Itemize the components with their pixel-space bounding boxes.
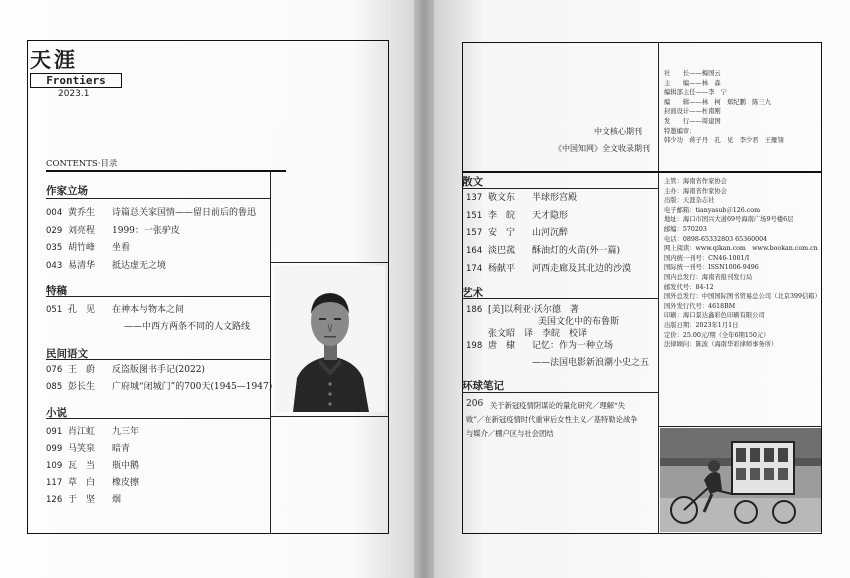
toc-entry[interactable]: 091 肖江虹 九三年 <box>46 427 140 437</box>
contents-rule <box>46 170 286 172</box>
portrait-illustration <box>275 266 385 412</box>
tricycle-illustration <box>660 428 821 532</box>
publisher-info: 主管：海南省作家协会 主办：海南省作家协会 出版：天涯杂志社 电子邮箱：tianyasub＠126.com 地址：海口市国兴大道69号海南广场9号楼6层 邮编：570203 电话：0898-65332803 65360004 网上阅读：www.qikan.com www.bookan.com.cn 国内统一刊号：CN46-1001/I 国际统一刊号：ISSN1006-9496 国内总发行：海南省报刊发行局 邮发代号：84-12 国外总发行：中国国际图书贸易总公司（北京399信箱） 国外发行代号：4618BM 印刷：海口景达鑫彩色印刷有限公司 出版日期：2023年1月1日 定价：25.00元/期（全年6期150元） 法律顾问：陈波（海南华彩律师事务所） <box>664 178 821 349</box>
section-title-writer-stance: 作家立场 <box>46 185 88 197</box>
toc-entry[interactable]: 126 于 坚 烟 <box>46 495 122 505</box>
toc-entry[interactable]: 035 胡竹峰 坐看 <box>46 243 131 253</box>
issue-number: 2023.1 <box>58 89 90 99</box>
logo-chinese: 天涯 <box>30 47 78 72</box>
right-page <box>434 0 850 578</box>
journal-note: 《中国知网》全文收录期刊 <box>554 144 650 153</box>
staff-list: 社 长——梅国云 主 编——林 森 编辑部主任——李 宁 编 辑——林 柯 郑纪鹏 陈三九 封面设计——杜南刚 发 行——周建国 特邀编审： 韩少功 蒋子丹 孔 见 李少君 王雁翎 <box>664 70 784 145</box>
toc-entry-subtitle: ——中西方两条不同的人文路线 <box>124 322 251 332</box>
toc-entry[interactable]: 157 安 宁 山河沉醉 <box>466 228 569 238</box>
toc-entry[interactable]: 164 淡巴菰 酥油灯的火苗(外一篇) <box>466 246 621 256</box>
magazine-logo <box>30 47 122 99</box>
section-title-art: 艺术 <box>462 287 483 299</box>
toc-entry[interactable]: 076 王 蔚 反盗版图书手记(2022) <box>46 365 205 375</box>
toc-entry[interactable]: 186 [美]以利亚·沃尔德 著 <box>466 305 579 315</box>
toc-entry-number: 206 <box>466 399 484 409</box>
street-photo <box>660 428 821 532</box>
toc-entry-text[interactable]: 败”／在新冠疫情时代重审后女性主义／基特勒论战争 <box>466 415 638 424</box>
journal-note: 中文核心期刊 <box>594 127 642 136</box>
toc-entry[interactable]: 151 李 皖 天才隐形 <box>466 211 569 221</box>
toc-entry-title[interactable]: 美国文化中的布鲁斯 <box>538 317 620 327</box>
book-gutter <box>414 0 436 578</box>
section-title-global-notes: 环球笔记 <box>462 380 504 392</box>
left-page <box>0 0 416 578</box>
toc-entry[interactable]: 099 马笑泉 暗青 <box>46 444 131 454</box>
section-title-feature: 特稿 <box>46 285 67 297</box>
toc-entry[interactable]: 004 黄乔生 诗篇总关家国情——留日前后的鲁迅 <box>46 208 257 218</box>
toc-entry[interactable]: 174 杨献平 河西走廊及其北边的沙漠 <box>466 264 632 274</box>
section-title-fiction: 小说 <box>46 407 67 419</box>
toc-entry[interactable]: 109 瓦 当 瓶中鹅 <box>46 461 140 471</box>
toc-entry[interactable]: 117 草 白 橡皮擦 <box>46 478 140 488</box>
section-title-essays: 散文 <box>462 176 483 188</box>
logo-english: Frontiers <box>30 73 122 88</box>
toc-entry[interactable]: 198 唐 棣 记忆：作为一种立场 <box>466 341 614 351</box>
toc-entry[interactable]: 085 彭长生 广府城“闭城门”的700天(1945—1947) <box>46 382 273 392</box>
toc-entry-translator: 张文昭 译 李皖 校译 <box>488 329 588 339</box>
toc-entry-text[interactable]: 与媒介／棚户区与社会团结 <box>466 429 554 438</box>
portrait-photo <box>275 266 385 412</box>
toc-entry[interactable]: 051 孔 见 在神本与物本之间 <box>46 305 185 315</box>
toc-entry[interactable]: 043 易清华 抵达虚无之境 <box>46 261 167 271</box>
column-divider <box>658 42 659 534</box>
toc-entry-subtitle: ——法国电影新浪潮小史之五 <box>532 358 650 368</box>
column-divider <box>270 170 271 534</box>
toc-entry[interactable]: 137 敬文东 半球形宫殿 <box>466 193 578 203</box>
section-title-folk-writing: 民间语文 <box>46 348 88 360</box>
toc-entry-text[interactable]: 关于新冠疫情阴谋论的量化研究／理解“失 <box>490 401 626 410</box>
contents-label: CONTENTS·目录 <box>46 159 118 169</box>
toc-entry[interactable]: 029 刘亮程 1999：一张驴皮 <box>46 226 180 236</box>
